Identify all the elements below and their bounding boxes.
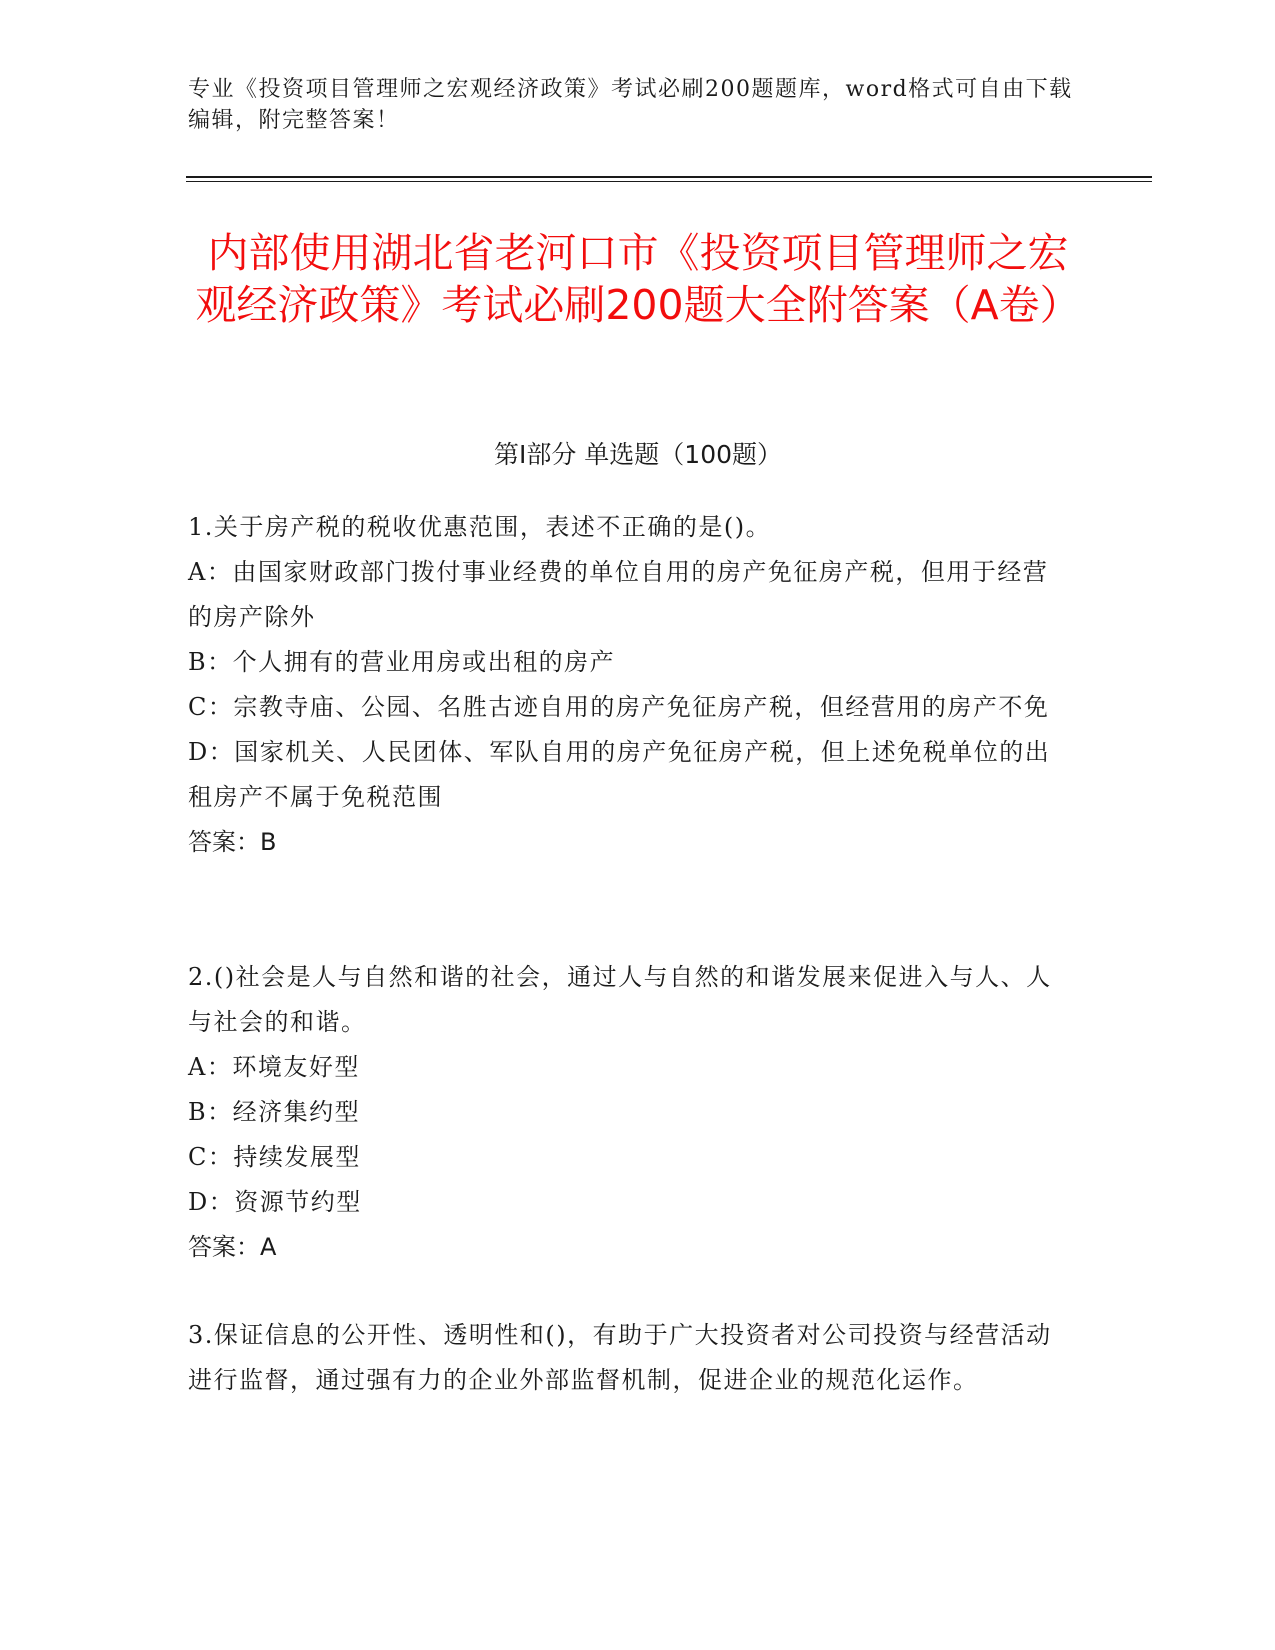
question-option-a: A：环境友好型 xyxy=(188,1053,360,1081)
question-answer: 答案：B xyxy=(188,828,277,856)
question-2 xyxy=(188,955,1068,1270)
question-option-b: B：经济集约型 xyxy=(188,1098,361,1126)
section-title: 第Ⅰ部分 单选题（100题） xyxy=(493,440,783,469)
question-stem: 3.保证信息的公开性、透明性和()，有助于广大投资者对公司投资与经营活动进行监督，通过强有力的企业外部监督机制，促进企业的规范化运作。 xyxy=(188,1321,1052,1394)
question-stem: 2.()社会是人与自然和谐的社会，通过人与自然的和谐发展来促进入与人、人与社会的和谐。 xyxy=(188,963,1052,1036)
question-stem: 1.关于房产税的税收优惠范围，表述不正确的是()。 xyxy=(188,513,772,541)
question-3 xyxy=(188,1313,1068,1403)
header-divider-thin xyxy=(186,181,1152,182)
question-option-c: C：持续发展型 xyxy=(188,1143,361,1171)
question-option-a: A：由国家财政部门拨付事业经费的单位自用的房产免征房产税，但用于经营的房产除外 xyxy=(188,558,1049,631)
question-option-d: D：国家机关、人民团体、军队自用的房产免征房产税，但上述免税单位的出租房产不属于免税范围 xyxy=(188,738,1051,811)
header-intro-text: 专业《投资项目管理师之宏观经济政策》考试必刷200题题库，word格式可自由下载编辑，附完整答案！ xyxy=(188,77,1073,133)
question-option-d: D：资源节约型 xyxy=(188,1188,362,1216)
header-divider-thick xyxy=(186,176,1152,178)
question-option-c: C：宗教寺庙、公园、名胜古迹自用的房产免征房产税，但经营用的房产不免 xyxy=(188,693,1050,721)
question-1 xyxy=(188,505,1068,865)
document-title: 内部使用湖北省老河口市《投资项目管理师之宏观经济政策》考试必刷200题大全附答案（A卷） xyxy=(195,229,1081,329)
question-answer: 答案：A xyxy=(188,1233,277,1261)
question-option-b: B：个人拥有的营业用房或出租的房产 xyxy=(188,648,616,676)
